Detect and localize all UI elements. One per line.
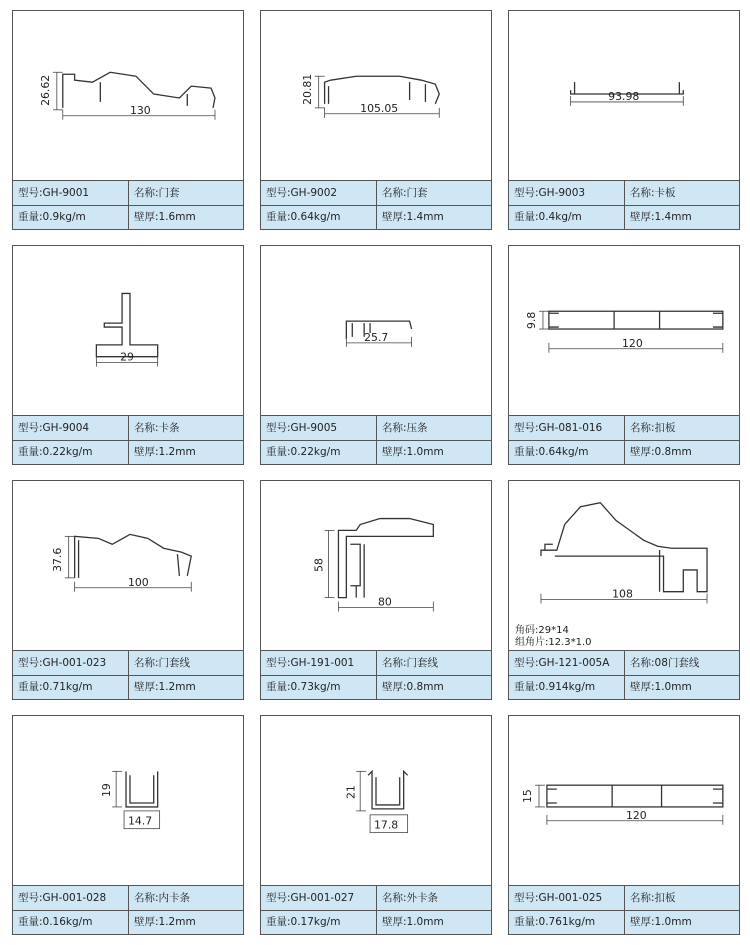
product-name: 名称:08门套线 xyxy=(630,657,700,669)
dimension-label: 58 xyxy=(312,558,326,572)
weight: 重量:0.64kg/m xyxy=(261,205,377,229)
model-number: 型号:GH-121-005A xyxy=(509,651,625,675)
dimension-label: 14.7 xyxy=(128,814,153,828)
wall-thickness: 壁厚:1.4mm xyxy=(382,211,444,223)
profile-svg xyxy=(13,481,243,651)
profile-svg xyxy=(13,716,243,886)
wall-thickness: 壁厚:1.4mm xyxy=(630,211,692,223)
spec-table xyxy=(13,650,243,699)
dimension-label: 120 xyxy=(625,808,647,822)
dimension-label: 108 xyxy=(612,587,633,601)
profile-svg xyxy=(261,716,491,886)
model-number: 型号:GH-9001 xyxy=(13,181,129,205)
dimension-label: 100 xyxy=(128,575,149,589)
dimension-label: 105.05 xyxy=(360,101,399,115)
spec-table xyxy=(261,180,491,229)
model-number: 型号:GH-9003 xyxy=(509,181,625,205)
wall-thickness: 壁厚:1.0mm xyxy=(630,681,692,693)
product-card xyxy=(508,480,740,700)
model-number: 型号:GH-081-016 xyxy=(509,416,625,440)
dimension-label: 37.6 xyxy=(50,547,64,572)
accessory-notes xyxy=(515,625,592,649)
model-number: 型号:GH-9004 xyxy=(13,416,129,440)
spec-table xyxy=(509,650,739,699)
model-number: 型号:GH-001-028 xyxy=(13,886,129,910)
dimension-label: 9.8 xyxy=(525,311,539,330)
product-name: 名称:门套线 xyxy=(382,657,439,669)
product-name: 名称:门套线 xyxy=(134,657,191,669)
note-line: 角码:29*14 xyxy=(515,625,569,636)
wall-thickness: 壁厚:0.8mm xyxy=(630,446,692,458)
dimension-label: 25.7 xyxy=(364,330,389,344)
dimension-label: 17.8 xyxy=(374,818,399,832)
product-name: 名称:门套 xyxy=(134,187,180,199)
model-number: 型号:GH-9005 xyxy=(261,416,377,440)
dimension-label: 19 xyxy=(100,783,114,798)
profile-svg xyxy=(509,716,739,886)
profile-svg xyxy=(261,11,491,181)
profile-drawing xyxy=(509,246,739,416)
weight: 重量:0.73kg/m xyxy=(261,675,377,699)
wall-thickness: 壁厚:1.2mm xyxy=(134,916,196,928)
spec-table xyxy=(261,415,491,464)
product-name: 名称:卡条 xyxy=(134,422,180,434)
spec-table xyxy=(261,650,491,699)
spec-table xyxy=(13,415,243,464)
product-card xyxy=(12,715,244,935)
profile-drawing xyxy=(261,246,491,416)
weight: 重量:0.914kg/m xyxy=(509,675,625,699)
profile-drawing xyxy=(13,716,243,886)
profile-drawing xyxy=(13,246,243,416)
product-card xyxy=(12,245,244,465)
weight: 重量:0.22kg/m xyxy=(13,440,129,464)
dimension-label: 80 xyxy=(377,595,392,609)
spec-table xyxy=(13,885,243,934)
product-name: 名称:压条 xyxy=(382,422,428,434)
weight: 重量:0.4kg/m xyxy=(509,205,625,229)
product-card xyxy=(260,480,492,700)
dimension-label: 26.62 xyxy=(38,74,52,106)
dimension-label: 130 xyxy=(129,103,151,117)
profile-svg xyxy=(261,481,491,651)
wall-thickness: 壁厚:0.8mm xyxy=(382,681,444,693)
profile-drawing xyxy=(509,716,739,886)
wall-thickness: 壁厚:1.2mm xyxy=(134,446,196,458)
spec-table xyxy=(509,180,739,229)
product-card xyxy=(508,245,740,465)
product-name: 名称:扣板 xyxy=(630,892,676,904)
product-name: 名称:外卡条 xyxy=(382,892,439,904)
product-card xyxy=(508,715,740,935)
product-card xyxy=(508,10,740,230)
product-name: 名称:内卡条 xyxy=(134,892,191,904)
dimension-label: 20.81 xyxy=(300,73,314,105)
profile-svg xyxy=(509,11,739,181)
dimension-label: 21 xyxy=(344,785,358,800)
product-card xyxy=(260,715,492,935)
profile-drawing xyxy=(13,11,243,181)
spec-table xyxy=(261,885,491,934)
model-number: 型号:GH-191-001 xyxy=(261,651,377,675)
dimension-label: 120 xyxy=(622,336,643,350)
weight: 重量:0.16kg/m xyxy=(13,910,129,934)
weight: 重量:0.71kg/m xyxy=(13,675,129,699)
profile-drawing xyxy=(13,481,243,651)
product-name: 名称:卡板 xyxy=(630,187,676,199)
product-name: 名称:门套 xyxy=(382,187,428,199)
spec-table xyxy=(509,885,739,934)
profile-drawing xyxy=(509,11,739,181)
wall-thickness: 壁厚:1.0mm xyxy=(382,916,444,928)
dimension-label: 29 xyxy=(120,350,134,364)
weight: 重量:0.761kg/m xyxy=(509,910,625,934)
wall-thickness: 壁厚:1.0mm xyxy=(382,446,444,458)
profile-svg xyxy=(509,246,739,416)
weight: 重量:0.9kg/m xyxy=(13,205,129,229)
wall-thickness: 壁厚:1.6mm xyxy=(134,211,196,223)
weight: 重量:0.22kg/m xyxy=(261,440,377,464)
profile-drawing xyxy=(261,11,491,181)
model-number: 型号:GH-001-027 xyxy=(261,886,377,910)
spec-table xyxy=(13,180,243,229)
product-card xyxy=(260,245,492,465)
profile-svg xyxy=(13,246,243,416)
product-card xyxy=(260,10,492,230)
weight: 重量:0.17kg/m xyxy=(261,910,377,934)
profile-drawing xyxy=(261,481,491,651)
product-card xyxy=(12,10,244,230)
dimension-label: 93.98 xyxy=(608,89,640,103)
model-number: 型号:GH-9002 xyxy=(261,181,377,205)
note-line: 组角片:12.3*1.0 xyxy=(515,637,592,648)
profile-svg xyxy=(13,11,243,181)
product-card xyxy=(12,480,244,700)
model-number: 型号:GH-001-023 xyxy=(13,651,129,675)
profile-drawing xyxy=(261,716,491,886)
profile-svg xyxy=(261,246,491,416)
model-number: 型号:GH-001-025 xyxy=(509,886,625,910)
spec-table xyxy=(509,415,739,464)
product-name: 名称:扣板 xyxy=(630,422,676,434)
wall-thickness: 壁厚:1.0mm xyxy=(630,916,692,928)
wall-thickness: 壁厚:1.2mm xyxy=(134,681,196,693)
dimension-label: 15 xyxy=(521,789,535,803)
weight: 重量:0.64kg/m xyxy=(509,440,625,464)
